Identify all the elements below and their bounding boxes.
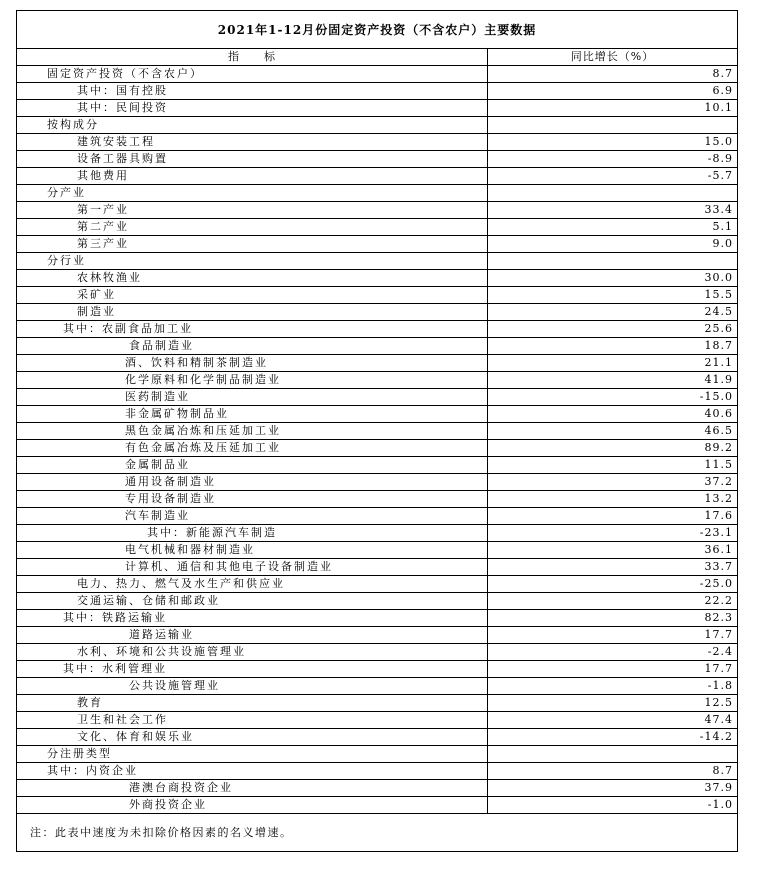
row-label: 文化、体育和娱乐业	[17, 729, 488, 746]
table-row	[17, 338, 737, 355]
row-value: 36.1	[488, 542, 738, 559]
row-label: 非金属矿物制品业	[17, 406, 488, 423]
row-value: 17.6	[488, 508, 738, 525]
table-row	[17, 491, 737, 508]
row-value: -8.9	[488, 151, 738, 168]
row-value: 30.0	[488, 270, 738, 287]
header-row	[17, 49, 737, 66]
table-row	[17, 219, 737, 236]
row-value	[488, 253, 738, 270]
table-row	[17, 389, 737, 406]
table-row	[17, 797, 737, 814]
row-label: 制造业	[17, 304, 488, 321]
row-label: 其中：农副食品加工业	[17, 321, 488, 338]
table-row	[17, 66, 737, 83]
table-row	[17, 287, 737, 304]
row-value: 37.2	[488, 474, 738, 491]
row-label: 化学原料和化学制品制造业	[17, 372, 488, 389]
row-value: -15.0	[488, 389, 738, 406]
row-value: 21.1	[488, 355, 738, 372]
table-row	[17, 202, 737, 219]
row-value: 47.4	[488, 712, 738, 729]
row-value: 12.5	[488, 695, 738, 712]
row-label: 汽车制造业	[17, 508, 488, 525]
row-value: 89.2	[488, 440, 738, 457]
table-row	[17, 661, 737, 678]
table-row	[17, 729, 737, 746]
table-row	[17, 440, 737, 457]
row-label: 道路运输业	[17, 627, 488, 644]
row-label: 公共设施管理业	[17, 678, 488, 695]
row-value: 25.6	[488, 321, 738, 338]
row-label: 计算机、通信和其他电子设备制造业	[17, 559, 488, 576]
table-row	[17, 712, 737, 729]
row-value	[488, 185, 738, 202]
row-label: 卫生和社会工作	[17, 712, 488, 729]
row-value: 18.7	[488, 338, 738, 355]
row-label: 设备工器具购置	[17, 151, 488, 168]
row-label: 其中：国有控股	[17, 83, 488, 100]
footnote: 注：此表中速度为未扣除价格因素的名义增速。	[30, 826, 293, 839]
table-row	[17, 423, 737, 440]
row-value: 82.3	[488, 610, 738, 627]
row-value: 33.4	[488, 202, 738, 219]
table-row	[17, 474, 737, 491]
row-value: 8.7	[488, 66, 738, 83]
data-table	[17, 49, 737, 814]
row-label: 金属制品业	[17, 457, 488, 474]
table-row	[17, 678, 737, 695]
table-body	[17, 49, 737, 814]
row-label: 交通运输、仓储和邮政业	[17, 593, 488, 610]
table-row	[17, 151, 737, 168]
row-label: 第二产业	[17, 219, 488, 236]
table-row	[17, 270, 737, 287]
row-value: 8.7	[488, 763, 738, 780]
row-label: 水利、环境和公共设施管理业	[17, 644, 488, 661]
row-label: 分产业	[17, 185, 488, 202]
row-value: 15.5	[488, 287, 738, 304]
table-row	[17, 168, 737, 185]
row-label: 黑色金属冶炼和压延加工业	[17, 423, 488, 440]
row-label: 建筑安装工程	[17, 134, 488, 151]
row-value: -25.0	[488, 576, 738, 593]
row-label: 港澳台商投资企业	[17, 780, 488, 797]
row-label: 其中：内资企业	[17, 763, 488, 780]
table-row	[17, 627, 737, 644]
table-title: 2021年1-12月份固定资产投资（不含农户）主要数据	[17, 11, 737, 49]
table-row	[17, 253, 737, 270]
row-value: 5.1	[488, 219, 738, 236]
table-row	[17, 372, 737, 389]
row-value: -1.8	[488, 678, 738, 695]
table-row	[17, 576, 737, 593]
row-value: 40.6	[488, 406, 738, 423]
row-value: 17.7	[488, 627, 738, 644]
table-row	[17, 644, 737, 661]
row-value: -1.0	[488, 797, 738, 814]
table-row	[17, 695, 737, 712]
table-row	[17, 236, 737, 253]
row-value: 9.0	[488, 236, 738, 253]
row-label: 其中：新能源汽车制造	[17, 525, 488, 542]
table-row	[17, 610, 737, 627]
report-frame	[16, 10, 738, 852]
row-label: 酒、饮料和精制茶制造业	[17, 355, 488, 372]
row-value: -5.7	[488, 168, 738, 185]
table-row	[17, 100, 737, 117]
row-label: 其中：铁路运输业	[17, 610, 488, 627]
row-value	[488, 117, 738, 134]
table-row	[17, 593, 737, 610]
table-row	[17, 185, 737, 202]
row-label: 其中：民间投资	[17, 100, 488, 117]
table-row	[17, 117, 737, 134]
row-value: 15.0	[488, 134, 738, 151]
table-row	[17, 83, 737, 100]
table-row	[17, 457, 737, 474]
table-row	[17, 508, 737, 525]
row-value: 11.5	[488, 457, 738, 474]
table-row	[17, 525, 737, 542]
row-value: 41.9	[488, 372, 738, 389]
row-value: 33.7	[488, 559, 738, 576]
row-label: 教育	[17, 695, 488, 712]
row-label: 食品制造业	[17, 338, 488, 355]
row-label: 其中：水利管理业	[17, 661, 488, 678]
row-label: 第一产业	[17, 202, 488, 219]
row-value: -23.1	[488, 525, 738, 542]
row-value	[488, 746, 738, 763]
table-row	[17, 542, 737, 559]
row-value: -2.4	[488, 644, 738, 661]
row-value: 37.9	[488, 780, 738, 797]
row-value: 6.9	[488, 83, 738, 100]
row-label: 分行业	[17, 253, 488, 270]
row-value: 13.2	[488, 491, 738, 508]
row-value: -14.2	[488, 729, 738, 746]
row-label: 固定资产投资（不含农户）	[17, 66, 488, 83]
table-row	[17, 746, 737, 763]
table-row	[17, 406, 737, 423]
row-value: 17.7	[488, 661, 738, 678]
row-label: 外商投资企业	[17, 797, 488, 814]
row-value: 46.5	[488, 423, 738, 440]
row-label: 采矿业	[17, 287, 488, 304]
row-value: 10.1	[488, 100, 738, 117]
row-label: 农林牧渔业	[17, 270, 488, 287]
row-label: 有色金属冶炼及压延加工业	[17, 440, 488, 457]
row-value: 22.2	[488, 593, 738, 610]
table-row	[17, 763, 737, 780]
table-row	[17, 559, 737, 576]
row-label: 专用设备制造业	[17, 491, 488, 508]
table-row	[17, 780, 737, 797]
header-growth: 同比增长（%）	[488, 49, 738, 66]
row-label: 电力、热力、燃气及水生产和供应业	[17, 576, 488, 593]
row-label: 医药制造业	[17, 389, 488, 406]
row-label: 分注册类型	[17, 746, 488, 763]
row-label: 按构成分	[17, 117, 488, 134]
row-label: 第三产业	[17, 236, 488, 253]
table-row	[17, 304, 737, 321]
table-row	[17, 355, 737, 372]
table-row	[17, 134, 737, 151]
row-label: 其他费用	[17, 168, 488, 185]
row-label: 电气机械和器材制造业	[17, 542, 488, 559]
row-value: 24.5	[488, 304, 738, 321]
header-indicator: 指 标	[17, 49, 488, 66]
row-label: 通用设备制造业	[17, 474, 488, 491]
table-row	[17, 321, 737, 338]
